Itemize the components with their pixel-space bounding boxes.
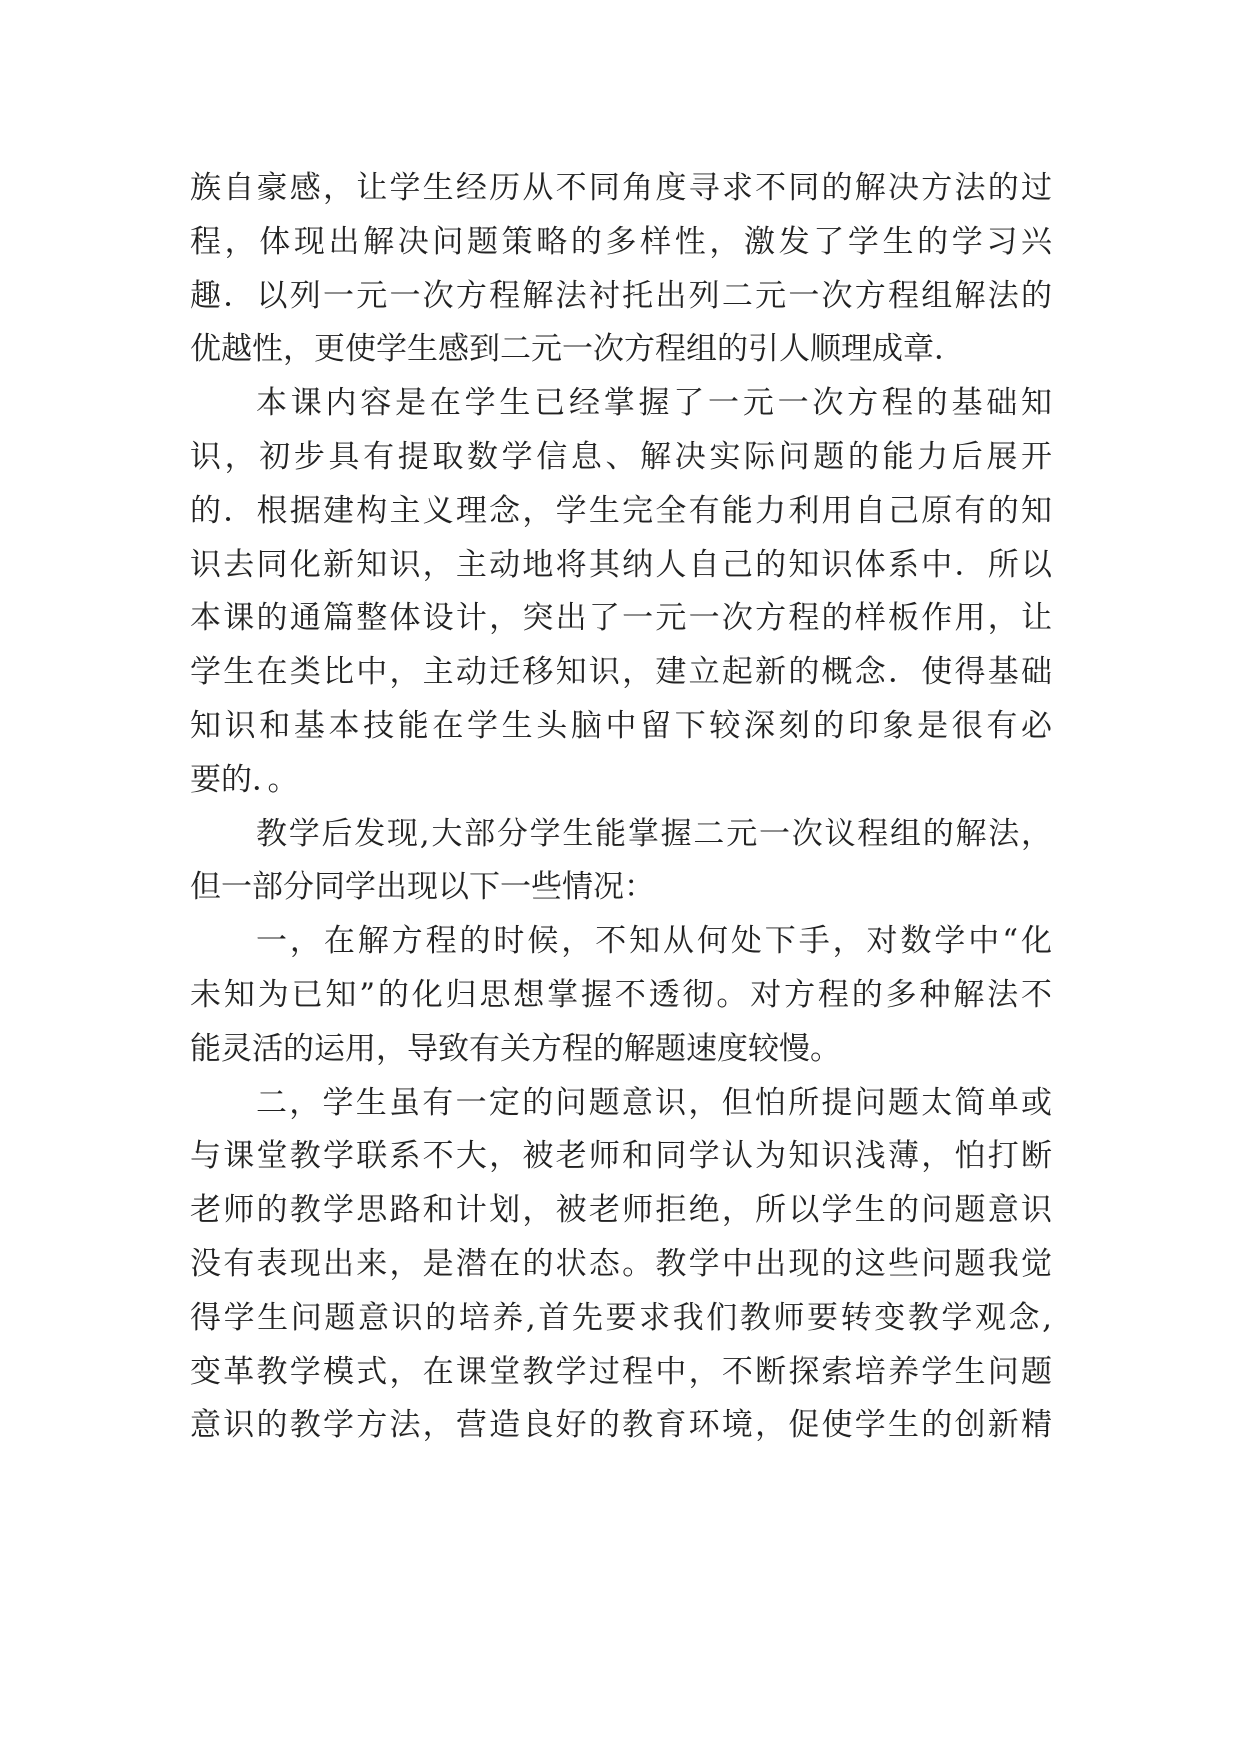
text-line: 识去同化新知识，主动地将其纳人自己的知识体系中．所以 [190, 546, 1052, 583]
text-line: 程，体现出解决问题策略的多样性，激发了学生的学习兴 [190, 223, 1052, 260]
text-line: 二，学生虽有一定的问题意识，但怕所提问题太简单或 [256, 1084, 1052, 1121]
body-text [190, 162, 1052, 1453]
text-line: 教学后发现,大部分学生能掌握二元一次议程组的解法， [256, 815, 1052, 852]
text-line: 本课内容是在学生已经掌握了一元一次方程的基础知 [256, 385, 1052, 422]
text-line: 学生在类比中，主动迁移知识，建立起新的概念．使得基础 [190, 654, 1052, 691]
text-line: 要的．。 [190, 761, 299, 798]
text-line: 变革教学模式，在课堂教学过程中，不断探索培养学生问题 [190, 1353, 1052, 1390]
text-line: 本课的通篇整体设计，突出了一元一次方程的样板作用，让 [190, 600, 1052, 637]
text-line: 与课堂教学联系不大，被老师和同学认为知识浅薄，怕打断 [190, 1138, 1052, 1175]
text-line: 知识和基本技能在学生头脑中留下较深刻的印象是很有必 [190, 707, 1052, 744]
text-line: 意识的教学方法，营造良好的教育环境，促使学生的创新精 [190, 1407, 1052, 1444]
text-line: 族自豪感，让学生经历从不同角度寻求不同的解决方法的过 [190, 170, 1052, 206]
text-line: 老师的教学思路和计划，被老师拒绝，所以学生的问题意识 [190, 1192, 1052, 1229]
text-line: 但一部分同学出现以下一些情况： [190, 869, 655, 906]
text-line: 识，初步具有提取数学信息、解决实际问题的能力后展开 [190, 438, 1052, 475]
text-line: 得学生问题意识的培养,首先要求我们教师要转变教学观念, [190, 1299, 1052, 1336]
text-line: 未知为已知”的化归思想掌握不透彻。对方程的多种解法不 [190, 976, 1052, 1013]
text-line: 一，在解方程的时候，不知从何处下手，对数学中“化 [256, 923, 1052, 960]
text-line: 能灵活的运用，导致有关方程的解题速度较慢。 [190, 1030, 841, 1067]
text-line: 趣．以列一元一次方程解法衬托出列二元一次方程组解法的 [190, 277, 1052, 314]
text-line: 没有表现出来，是潜在的状态。教学中出现的这些问题我觉 [190, 1245, 1052, 1282]
text-line: 的．根据建构主义理念，学生完全有能力利用自己原有的知 [190, 492, 1052, 529]
text-line: 优越性，更使学生感到二元一次方程组的引人顺理成章． [190, 331, 965, 368]
